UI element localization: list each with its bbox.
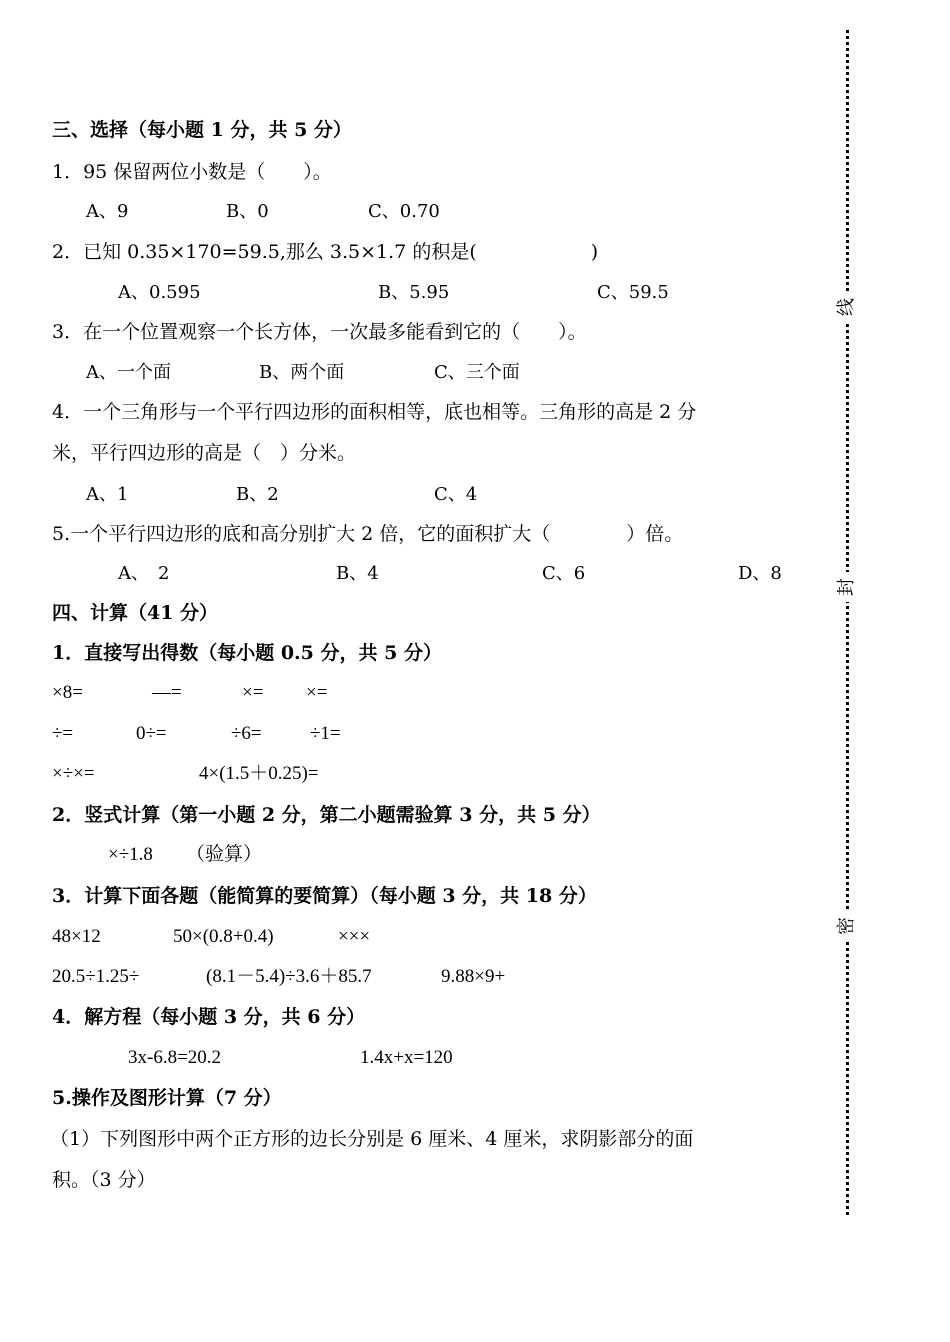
p2-item1: ×÷1.8 xyxy=(108,844,153,865)
p1-r3-item1: ×÷×= xyxy=(52,763,95,784)
q3-option-a: A、一个面 xyxy=(86,362,171,383)
margin-char-xian: 线 xyxy=(833,292,861,322)
p1-r1-item4: ×= xyxy=(306,682,328,703)
q1-option-a: A、9 xyxy=(86,201,129,222)
margin-char-mi: 密 xyxy=(833,911,861,941)
q5-option-b: B、4 xyxy=(336,563,379,584)
p3-r1-item3: ××× xyxy=(338,926,371,947)
q2-option-a: A、0.595 xyxy=(118,282,201,303)
binding-dotted-line xyxy=(846,30,849,1215)
p5-text-line2: 积。（3 分） xyxy=(52,1169,156,1191)
p3-r2-item2: (8.1－5.4)÷3.6＋85.7 xyxy=(206,966,372,987)
p3-r2-item1: 20.5÷1.25÷ xyxy=(52,966,140,987)
p1-r2-item3: ÷6= xyxy=(231,723,262,744)
q1-option-b: B、0 xyxy=(226,201,269,222)
p3-r1-item2: 50×(0.8+0.4) xyxy=(173,926,274,947)
p1-r2-item4: ÷1= xyxy=(310,723,341,744)
q4-option-c: C、4 xyxy=(434,484,478,505)
q4-text-line1: 4．一个三角形与一个平行四边形的面积相等，底也相等。三角形的高是 2 分 xyxy=(52,401,697,423)
q3-option-b: B、两个面 xyxy=(259,362,345,383)
p3-heading: 3．计算下面各题（能简算的要简算）（每小题 3 分，共 18 分） xyxy=(52,885,597,907)
q4-option-b: B、2 xyxy=(236,484,279,505)
p5-text-line1: （1）下列图形中两个正方形的边长分别是 6 厘米、4 厘米，求阴影部分的面 xyxy=(50,1128,694,1150)
p4-heading: 4．解方程（每小题 3 分，共 6 分） xyxy=(52,1006,366,1028)
p1-r1-item1: ×8= xyxy=(52,682,83,703)
p1-r2-item1: ÷= xyxy=(52,723,74,744)
p1-r1-item3: ×= xyxy=(242,682,264,703)
q1-option-c: C、0.70 xyxy=(368,201,440,222)
q4-option-a: A、1 xyxy=(86,484,129,505)
p1-r3-item2: 4×(1.5＋0.25)= xyxy=(199,763,319,784)
p2-heading: 2．竖式计算（第一小题 2 分，第二小题需验算 3 分，共 5 分） xyxy=(52,804,601,826)
p1-r1-item2: —= xyxy=(152,682,182,703)
q5-option-c: C、6 xyxy=(542,563,586,584)
q4-text-line2: 米，平行四边形的高是（ ）分米。 xyxy=(52,442,357,464)
q2-option-c: C、59.5 xyxy=(597,282,669,303)
p4-item1: 3x-6.8=20.2 xyxy=(128,1047,222,1068)
q3-text: 3．在一个位置观察一个长方体，一次最多能看到它的（ ）。 xyxy=(52,321,587,343)
q1-text: 1．95 保留两位小数是（ ）。 xyxy=(52,161,332,183)
p1-r2-item2: 0÷= xyxy=(136,723,167,744)
q5-text: 5.一个平行四边形的底和高分别扩大 2 倍，它的面积扩大（ ）倍。 xyxy=(52,523,684,545)
p5-heading: 5.操作及图形计算（7 分） xyxy=(52,1087,282,1109)
p4-item2: 1.4x+x=120 xyxy=(360,1047,453,1068)
q3-option-c: C、三个面 xyxy=(434,362,520,383)
section4-heading: 四、计算（41 分） xyxy=(52,602,219,624)
q5-option-a: A、 2 xyxy=(118,563,170,584)
margin-char-feng: 封 xyxy=(833,572,861,602)
q5-option-d: D、8 xyxy=(738,563,782,584)
q2-option-b: B、5.95 xyxy=(378,282,450,303)
q2-text: 2．已知 0.35×170=59.5,那么 3.5×1.7 的积是( ) xyxy=(52,241,599,263)
p3-r2-item3: 9.88×9+ xyxy=(441,966,506,987)
p1-heading: 1．直接写出得数（每小题 0.5 分，共 5 分） xyxy=(52,642,442,664)
section3-heading: 三、选择（每小题 1 分，共 5 分） xyxy=(52,119,352,141)
p2-item2: （验算） xyxy=(186,844,263,865)
p3-r1-item1: 48×12 xyxy=(52,926,101,947)
